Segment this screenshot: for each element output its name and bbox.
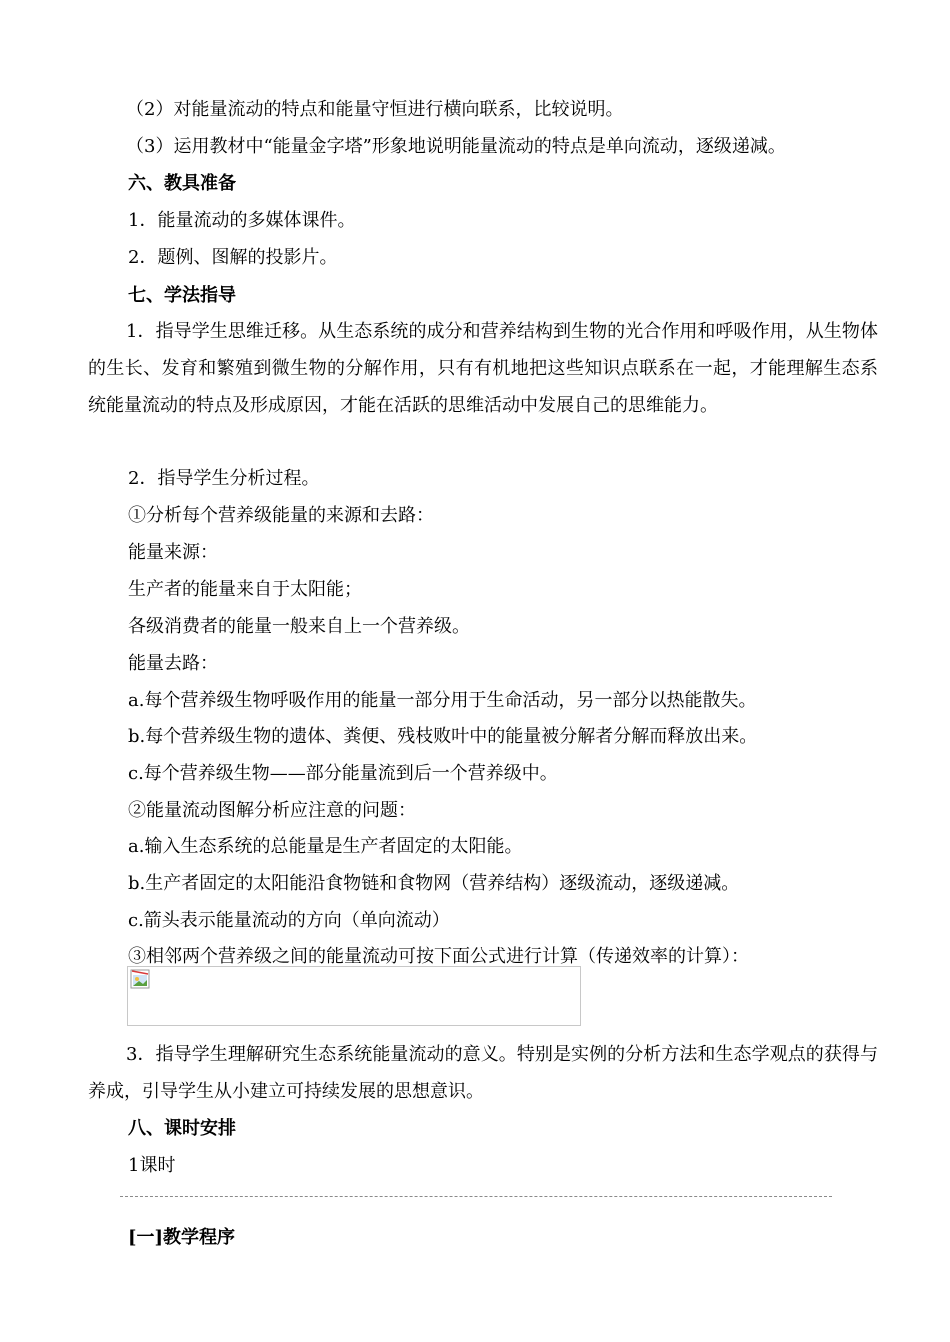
energy-destination-c: c.每个营养级生物——部分能量流到后一个营养级中。 (128, 763, 558, 784)
analysis-point-3: ③相邻两个营养级之间的能量流动可按下面公式进行计算（传递效率的计算）： (128, 946, 749, 967)
analysis-point-1: ①分析每个营养级能量的来源和去路： (128, 505, 434, 526)
class-hours: 1课时 (128, 1155, 176, 1176)
diagram-note-a: a.输入生态系统的总能量是生产者固定的太阳能。 (128, 836, 523, 857)
energy-destination-b: b.每个营养级生物的遗体、粪便、残枝败叶中的能量被分解者分解而释放出来。 (128, 726, 758, 747)
energy-destination-a: a.每个营养级生物呼吸作用的能量一部分用于生命活动，另一部分以热能散失。 (128, 690, 757, 711)
section-heading-6: 六、教具准备 (128, 173, 236, 194)
objective-3: （3）运用教材中“能量金字塔”形象地说明能量流动的特点是单向流动，逐级递减。 (126, 136, 786, 157)
broken-image-icon (130, 969, 150, 989)
energy-destination-label: 能量去路： (128, 653, 218, 674)
objective-2: （2）对能量流动的特点和能量守恒进行横向联系，比较说明。 (126, 99, 624, 120)
diagram-note-c: c.箭头表示能量流动的方向（单向流动） (128, 910, 450, 931)
equipment-item-1: 1．能量流动的多媒体课件。 (128, 210, 356, 231)
teaching-procedure-heading: [一]教学程序 (128, 1227, 236, 1248)
section-heading-7: 七、学法指导 (128, 285, 236, 306)
formula-image-placeholder (127, 966, 581, 1026)
energy-source-producer: 生产者的能量来自于太阳能； (128, 579, 362, 600)
method-item-2: 2．指导学生分析过程。 (128, 468, 320, 489)
energy-source-label: 能量来源： (128, 542, 218, 563)
section-heading-8: 八、课时安排 (128, 1118, 236, 1139)
method-paragraph-1: 1．指导学生思维迁移。从生态系统的成分和营养结构到生物的光合作用和呼吸作用，从生物体的生长、发育和繁殖到微生物的分解作用，只有有机地把这些知识点联系在一起，才能理解生态系统能量流动的特点及形成原因，才能在活跃的思维活动中发展自己的思维能力。 (88, 321, 878, 416)
method-paragraph-3: 3．指导学生理解研究生态系统能量流动的意义。特别是实例的分析方法和生态学观点的获得与养成，引导学生从小建立可持续发展的思想意识。 (88, 1044, 878, 1102)
diagram-note-b: b.生产者固定的太阳能沿食物链和食物网（营养结构）逐级流动，逐级递减。 (128, 873, 740, 894)
energy-source-consumer: 各级消费者的能量一般来自上一个营养级。 (128, 616, 470, 637)
analysis-point-2: ②能量流动图解分析应注意的问题： (128, 800, 416, 821)
section-divider (120, 1196, 832, 1197)
equipment-item-2: 2．题例、图解的投影片。 (128, 247, 338, 268)
